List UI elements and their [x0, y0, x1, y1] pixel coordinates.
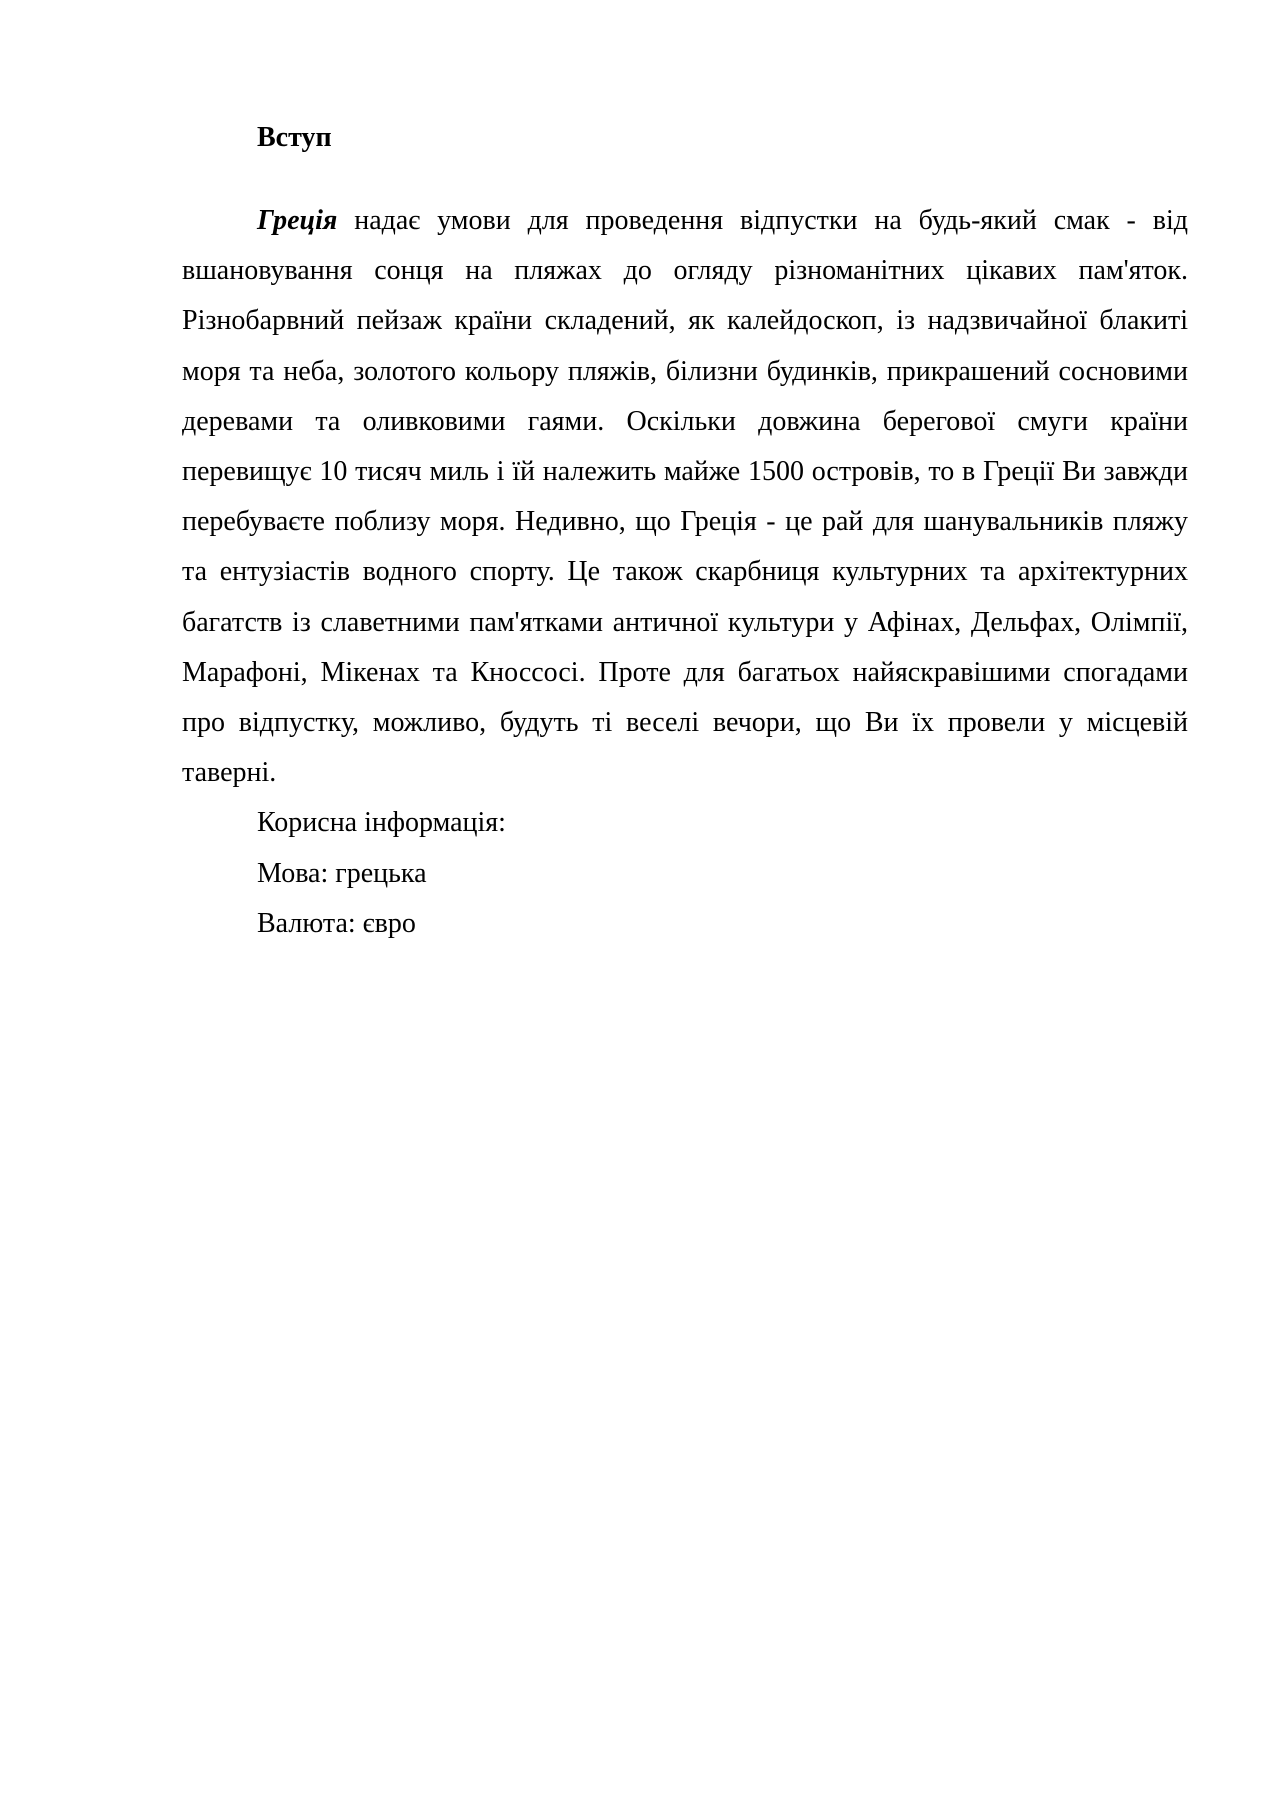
info-title: Корисна інформація:	[257, 807, 506, 839]
intro-text: надає умови для проведення відпустки на будь-який смак - від вшановування сонця на пляжах до огляду різноманітних цікавих пам'яток. Різнобарвний пейзаж країни складений, як калейдоскоп, із надзвичайної блакиті моря та неба, золотого кольору пляжів, білизни будинків, прикрашений сосновими деревами та оливковими гаями. Оскільки довжина берегової смуги країни перевищує 10 тисяч миль і їй належить майже 1500 островів, то в Греції Ви завжди перебуваєте поблизу моря. Недивно, що Греція - це рай для шанувальників пляжу та ентузіастів водного спорту. Це також скарбниця культурних та архітектурних багатств із славетними пам'ятками античної культури у Афінах, Дельфах, Олімпії, Марафоні, Мікенах та Кноссосі. Проте для багатьох найяскравішими спогадами про відпустку, можливо, будуть ті веселі вечори, що Ви їх провели у місцевій таверні.	[182, 205, 1188, 789]
document-content	[182, 118, 1188, 949]
info-currency: Валюта: євро	[257, 907, 416, 939]
info-language: Мова: грецька	[257, 857, 427, 889]
section-heading: Вступ	[257, 122, 332, 153]
intro-paragraph	[182, 196, 1188, 798]
intro-lead-word: Греція	[257, 205, 338, 236]
